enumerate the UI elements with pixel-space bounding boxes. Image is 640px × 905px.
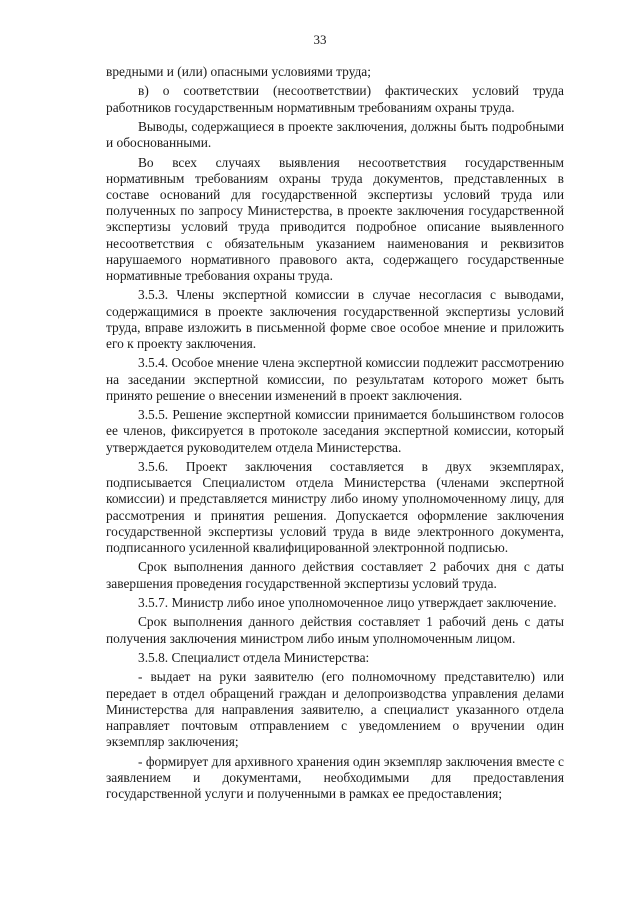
paragraph: вредными и (или) опасными условиями труда; xyxy=(106,64,371,79)
paragraph: 3.5.6. Проект заключения составляется в двух экземплярах, подписывается Специалистом отдела Министерства (членами экспертной комиссии) и представляется министру либо иному уполномоченному лицу, для рассмотрения и принятия решения. Допускается оформление заключения государственной экспертизы условий труда в виде электронного документа, подписанного усиленной квалифицированной электронной подписью. xyxy=(106,458,564,555)
paragraph: 3.5.5. Решение экспертной комиссии принимается большинством голосов ее членов, фиксируется в протоколе заседания экспертной комиссии, который утверждается руководителем отдела Министерства. xyxy=(106,407,564,455)
paragraph: Выводы, содержащиеся в проекте заключения, должны быть подробными и обоснованными. xyxy=(106,118,564,151)
list-item: - выдает на руки заявителю (его полномочному представителю) или передает в отдел обращений граждан и делопроизводства управления делами Министерства для направления заявителю, а специалист указанного отдела направляет почтовым отправлением с уведомлением о вручении один экземпляр заключения; xyxy=(106,669,564,750)
paragraph: Во всех случаях выявления несоответствия государственным нормативным требованиям охраны труда документов, представленных в составе оснований для государственной экспертизы условий труда или полученных по запросу Министерства, в проекте заключения государственной экспертизы условий труда приводится подробное описание выявленного несоответствия с обязательным указанием наименования и реквизитов нарушаемого нормативного правового акта, содержащего государственные нормативные требования охраны труда. xyxy=(106,154,564,283)
list-item: - формирует для архивного хранения один экземпляр заключения вместе с заявлением и документами, необходимыми для предоставления государственной услуги и полученными в рамках ее предоставления; xyxy=(106,753,564,801)
paragraph: Срок выполнения данного действия составляет 2 рабочих дня с даты завершения проведения государственной экспертизы условий труда. xyxy=(106,559,564,591)
document-body xyxy=(106,64,564,805)
paragraph: в) о соответствии (несоответствии) фактических условий труда работников государственным нормативным требованиям охраны труда. xyxy=(106,83,564,115)
paragraph: 3.5.4. Особое мнение члена экспертной комиссии подлежит рассмотрению на заседании экспертной комиссии, по результатам которого может быть принято решение о внесении изменений в проект заключения. xyxy=(106,355,565,403)
paragraph: 3.5.7. Министр либо иное уполномоченное лицо утверждает заключение. xyxy=(138,594,557,610)
paragraph: 3.5.8. Специалист отдела Министерства: xyxy=(138,649,370,665)
page-number: 33 xyxy=(313,32,327,47)
paragraph: Срок выполнения данного действия составляет 1 рабочий день с даты получения заключения министром либо иным уполномоченным лицом. xyxy=(106,614,564,646)
paragraph: 3.5.3. Члены экспертной комиссии в случае несогласия с выводами, содержащимися в проекте заключения государственной экспертизы условий труда, вправе изложить в письменной форме свое особое мнение и приложить его к проекту заключения. xyxy=(106,287,564,351)
